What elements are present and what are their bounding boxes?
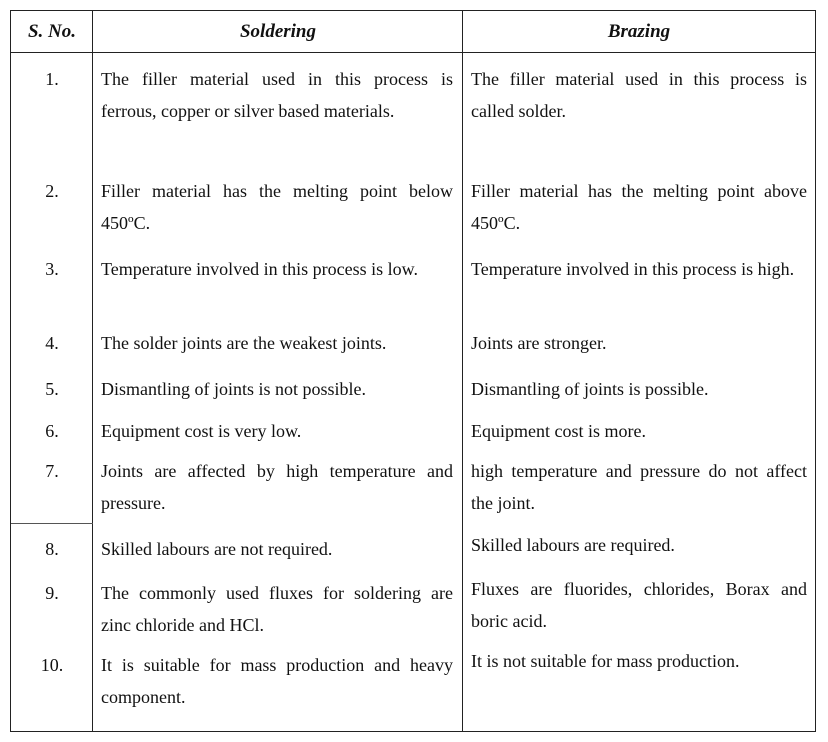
soldering-cell: Equipment cost is very low.	[101, 421, 302, 441]
row-number: 2.	[45, 181, 59, 201]
table-header	[11, 11, 815, 53]
brazing-cell: Dismantling of joints is possible.	[471, 379, 709, 399]
row-number: 1.	[45, 69, 59, 89]
header-sno: S. No.	[27, 21, 77, 42]
row-number: 10.	[40, 655, 64, 675]
row-number: 9.	[45, 583, 59, 603]
row-number: 8.	[45, 539, 59, 559]
soldering-cell: Temperature involved in this process is low.	[101, 259, 419, 279]
brazing-cell: high temperature and pressure do not affect the joint.	[471, 461, 807, 513]
row-number: 3.	[45, 259, 59, 279]
soldering-cell: Skilled labours are not required.	[101, 539, 333, 559]
soldering-cell: The commonly used fluxes for soldering are zinc chloride and HCl.	[101, 583, 453, 635]
soldering-cell: It is suitable for mass production and heavy component.	[101, 655, 453, 707]
soldering-cell: The filler material used in this process is ferrous, copper or silver based materials.	[101, 69, 453, 121]
comparison-table	[10, 10, 816, 732]
soldering-cell: The solder joints are the weakest joints.	[101, 333, 387, 353]
row-number: 5.	[45, 379, 59, 399]
row-number: 7.	[45, 461, 59, 481]
brazing-cell: It is not suitable for mass production.	[471, 651, 740, 671]
soldering-cell: Filler material has the melting point below 450ºC.	[101, 181, 453, 233]
brazing-cell: The filler material used in this process is called solder.	[471, 69, 807, 121]
soldering-cell: Dismantling of joints is not possible.	[101, 379, 367, 399]
brazing-cell: Temperature involved in this process is high.	[471, 259, 795, 279]
brazing-cell: Joints are stronger.	[471, 333, 607, 353]
column-divider	[462, 11, 463, 731]
row-divider	[11, 523, 93, 524]
row-number: 4.	[45, 333, 59, 353]
brazing-cell: Equipment cost is more.	[471, 421, 646, 441]
header-brazing: Brazing	[607, 21, 671, 42]
column-divider	[92, 11, 93, 731]
brazing-cell: Skilled labours are required.	[471, 535, 675, 555]
soldering-cell: Joints are affected by high temperature and pressure.	[101, 461, 453, 513]
header-soldering: Soldering	[239, 21, 317, 42]
brazing-cell: Fluxes are fluorides, chlorides, Borax and boric acid.	[471, 579, 807, 631]
brazing-cell: Filler material has the melting point above 450ºC.	[471, 181, 807, 233]
row-number: 6.	[45, 421, 59, 441]
